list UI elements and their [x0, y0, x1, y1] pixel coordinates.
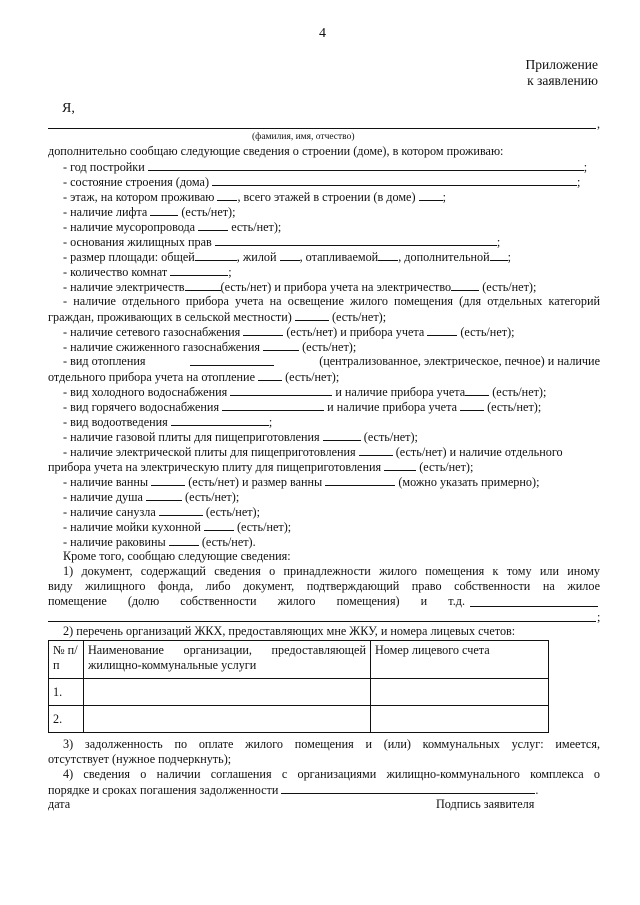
row-org-cell[interactable]	[84, 706, 371, 733]
extra-area-blank[interactable]	[490, 249, 508, 261]
header-num: № п/п	[49, 641, 84, 679]
field-rooms: - количество комнат ;	[63, 265, 232, 279]
field-hot-water: - вид горячего водоснабжения и наличие прибора учета (есть/нет);	[63, 400, 542, 414]
field-lift: - наличие лифта (есть/нет);	[63, 205, 236, 219]
wc-blank[interactable]	[159, 504, 203, 516]
field-rights: - основания жилищных прав ;	[63, 235, 501, 249]
field-wc: - наличие санузла (есть/нет);	[63, 505, 260, 519]
rooms-blank[interactable]	[170, 264, 228, 276]
signature-label: Подпись заявителя	[436, 797, 535, 811]
item1-line3: помещение (долю собственности жилого помещения) и т.д.	[48, 594, 465, 608]
additional-info-heading: Кроме того, сообщаю следующие сведения:	[63, 549, 291, 563]
field-gas-stove: - наличие газовой плиты для пищеприготовления (есть/нет);	[63, 430, 418, 444]
state-blank[interactable]	[212, 174, 577, 186]
total-area-blank[interactable]	[195, 249, 237, 261]
ya-label: Я,	[62, 101, 75, 116]
item3-line2: отсутствует (нужное подчеркнуть);	[48, 752, 232, 766]
field-area: - размер площади: общей , жилой , отапливаемой , дополнительной ;	[63, 250, 512, 264]
item1-line2: виду жилищного фонда, либо документ, подтверждающий право собственности на жилое	[48, 579, 600, 593]
electricity-meter-blank[interactable]	[451, 279, 479, 291]
bath-blank[interactable]	[151, 474, 185, 486]
field-floor: - этаж, на котором проживаю , всего этажей в строении (в доме) ;	[63, 190, 446, 204]
chute-blank[interactable]	[198, 219, 228, 231]
floor-blank[interactable]	[217, 189, 237, 201]
hot-water-meter-blank[interactable]	[460, 399, 484, 411]
field-electric-stove-1: - наличие электрической плиты для пищеприготовления (есть/нет) и наличие отдельного	[63, 445, 563, 459]
item3-line1: 3) задолженность по оплате жилого помещения и (или) коммунальных услуг: имеется,	[63, 737, 600, 751]
lpg-blank[interactable]	[263, 339, 299, 351]
field-shower: - наличие душа (есть/нет);	[63, 490, 240, 504]
header-org: Наименование организации, предоставляющей жилищно-коммунальные услуги	[84, 641, 371, 679]
field-lighting-meter-1: - наличие отдельного прибора учета на освещение жилого помещения (для отдельных категорий	[63, 294, 600, 308]
item4-line2: порядке и сроках погашения задолженности .	[48, 783, 539, 797]
kitchen-sink-blank[interactable]	[204, 519, 234, 531]
year-blank[interactable]	[148, 159, 584, 171]
field-electric-stove-2: прибора учета на электрическую плиту для пищеприготовления (есть/нет);	[48, 460, 474, 474]
row-num: 2.	[49, 706, 84, 733]
field-kitchen-sink: - наличие мойки кухонной (есть/нет);	[63, 520, 292, 534]
field-cold-water: - вид холодного водоснабжения и наличие прибора учета (есть/нет);	[63, 385, 547, 399]
total-floors-blank[interactable]	[419, 189, 443, 201]
field-heating-1: - вид отопления (централизованное, электрическое, печное) и наличие	[63, 354, 600, 368]
appendix-line2: к заявлению	[527, 73, 598, 88]
electric-stove-blank[interactable]	[359, 444, 393, 456]
gas-stove-blank[interactable]	[323, 429, 361, 441]
table-row	[49, 706, 549, 733]
electric-stove-meter-blank[interactable]	[384, 459, 416, 471]
row-num: 1.	[49, 679, 84, 706]
heating-meter-blank[interactable]	[258, 369, 282, 381]
row-org-cell[interactable]	[84, 679, 371, 706]
field-lpg: - наличие сжиженного газоснабжения (есть/нет);	[63, 340, 357, 354]
field-chute: - наличие мусоропровода есть/нет);	[63, 220, 282, 234]
lighting-meter-blank[interactable]	[295, 309, 329, 321]
header-account: Номер лицевого счета	[371, 641, 549, 679]
appendix-line1: Приложение	[525, 57, 598, 72]
field-wash-basin: - наличие раковины (есть/нет).	[63, 535, 256, 549]
gas-meter-blank[interactable]	[427, 324, 457, 336]
field-state: - состояние строения (дома) ;	[63, 175, 581, 189]
sewer-blank[interactable]	[171, 414, 269, 426]
field-electricity: - наличие электричеств (есть/нет) и прибора учета на электричество (есть/нет);	[63, 280, 537, 294]
row-account-cell[interactable]	[371, 679, 549, 706]
item4-blank[interactable]	[281, 782, 535, 794]
field-bath: - наличие ванны (есть/нет) и размер ванны (можно указать примерно);	[63, 475, 540, 489]
bath-size-blank[interactable]	[325, 474, 395, 486]
fio-caption: (фамилия, имя, отчество)	[252, 132, 355, 142]
organizations-table	[48, 640, 549, 733]
fio-line[interactable]	[48, 128, 596, 129]
heated-area-blank[interactable]	[378, 249, 398, 261]
page-number: 4	[319, 26, 326, 41]
living-area-blank[interactable]	[280, 249, 300, 261]
date-label: дата	[48, 797, 71, 811]
electricity-blank[interactable]	[185, 279, 221, 291]
shower-blank[interactable]	[146, 489, 182, 501]
intro-text: дополнительно сообщаю следующие сведения о строении (доме), в котором проживаю:	[48, 144, 504, 158]
item1-blank-2[interactable]	[48, 621, 596, 622]
gas-blank[interactable]	[243, 324, 283, 336]
item1-line1: 1) документ, содержащий сведения о принадлежности жилого помещения к тому или иному	[63, 564, 600, 578]
field-gas: - наличие сетевого газоснабжения (есть/нет) и прибора учета (есть/нет);	[63, 325, 515, 339]
rights-blank[interactable]	[215, 234, 497, 246]
lift-blank[interactable]	[150, 204, 178, 216]
heating-blank[interactable]	[190, 354, 274, 366]
item1-blank[interactable]	[470, 606, 598, 607]
cold-water-meter-blank[interactable]	[465, 384, 489, 396]
hot-water-blank[interactable]	[222, 399, 324, 411]
item2-text: 2) перечень организаций ЖКХ, предоставляющих мне ЖКУ, и номера лицевых счетов:	[63, 624, 516, 638]
table-header-row	[49, 641, 549, 679]
appendix-label	[526, 57, 598, 89]
field-lighting-meter-2: граждан, проживающих в сельской местности) (есть/нет);	[48, 310, 387, 324]
item4-line1: 4) сведения о наличии соглашения с организациями жилищно-коммунального комплекса о	[63, 767, 600, 781]
field-sewer: - вид водоотведения ;	[63, 415, 273, 429]
wash-basin-blank[interactable]	[169, 534, 199, 546]
cold-water-blank[interactable]	[230, 384, 332, 396]
field-heating-2: отдельного прибора учета на отопление (есть/нет);	[48, 370, 340, 384]
table-row	[49, 679, 549, 706]
row-account-cell[interactable]	[371, 706, 549, 733]
field-year: - год постройки ;	[63, 160, 588, 174]
